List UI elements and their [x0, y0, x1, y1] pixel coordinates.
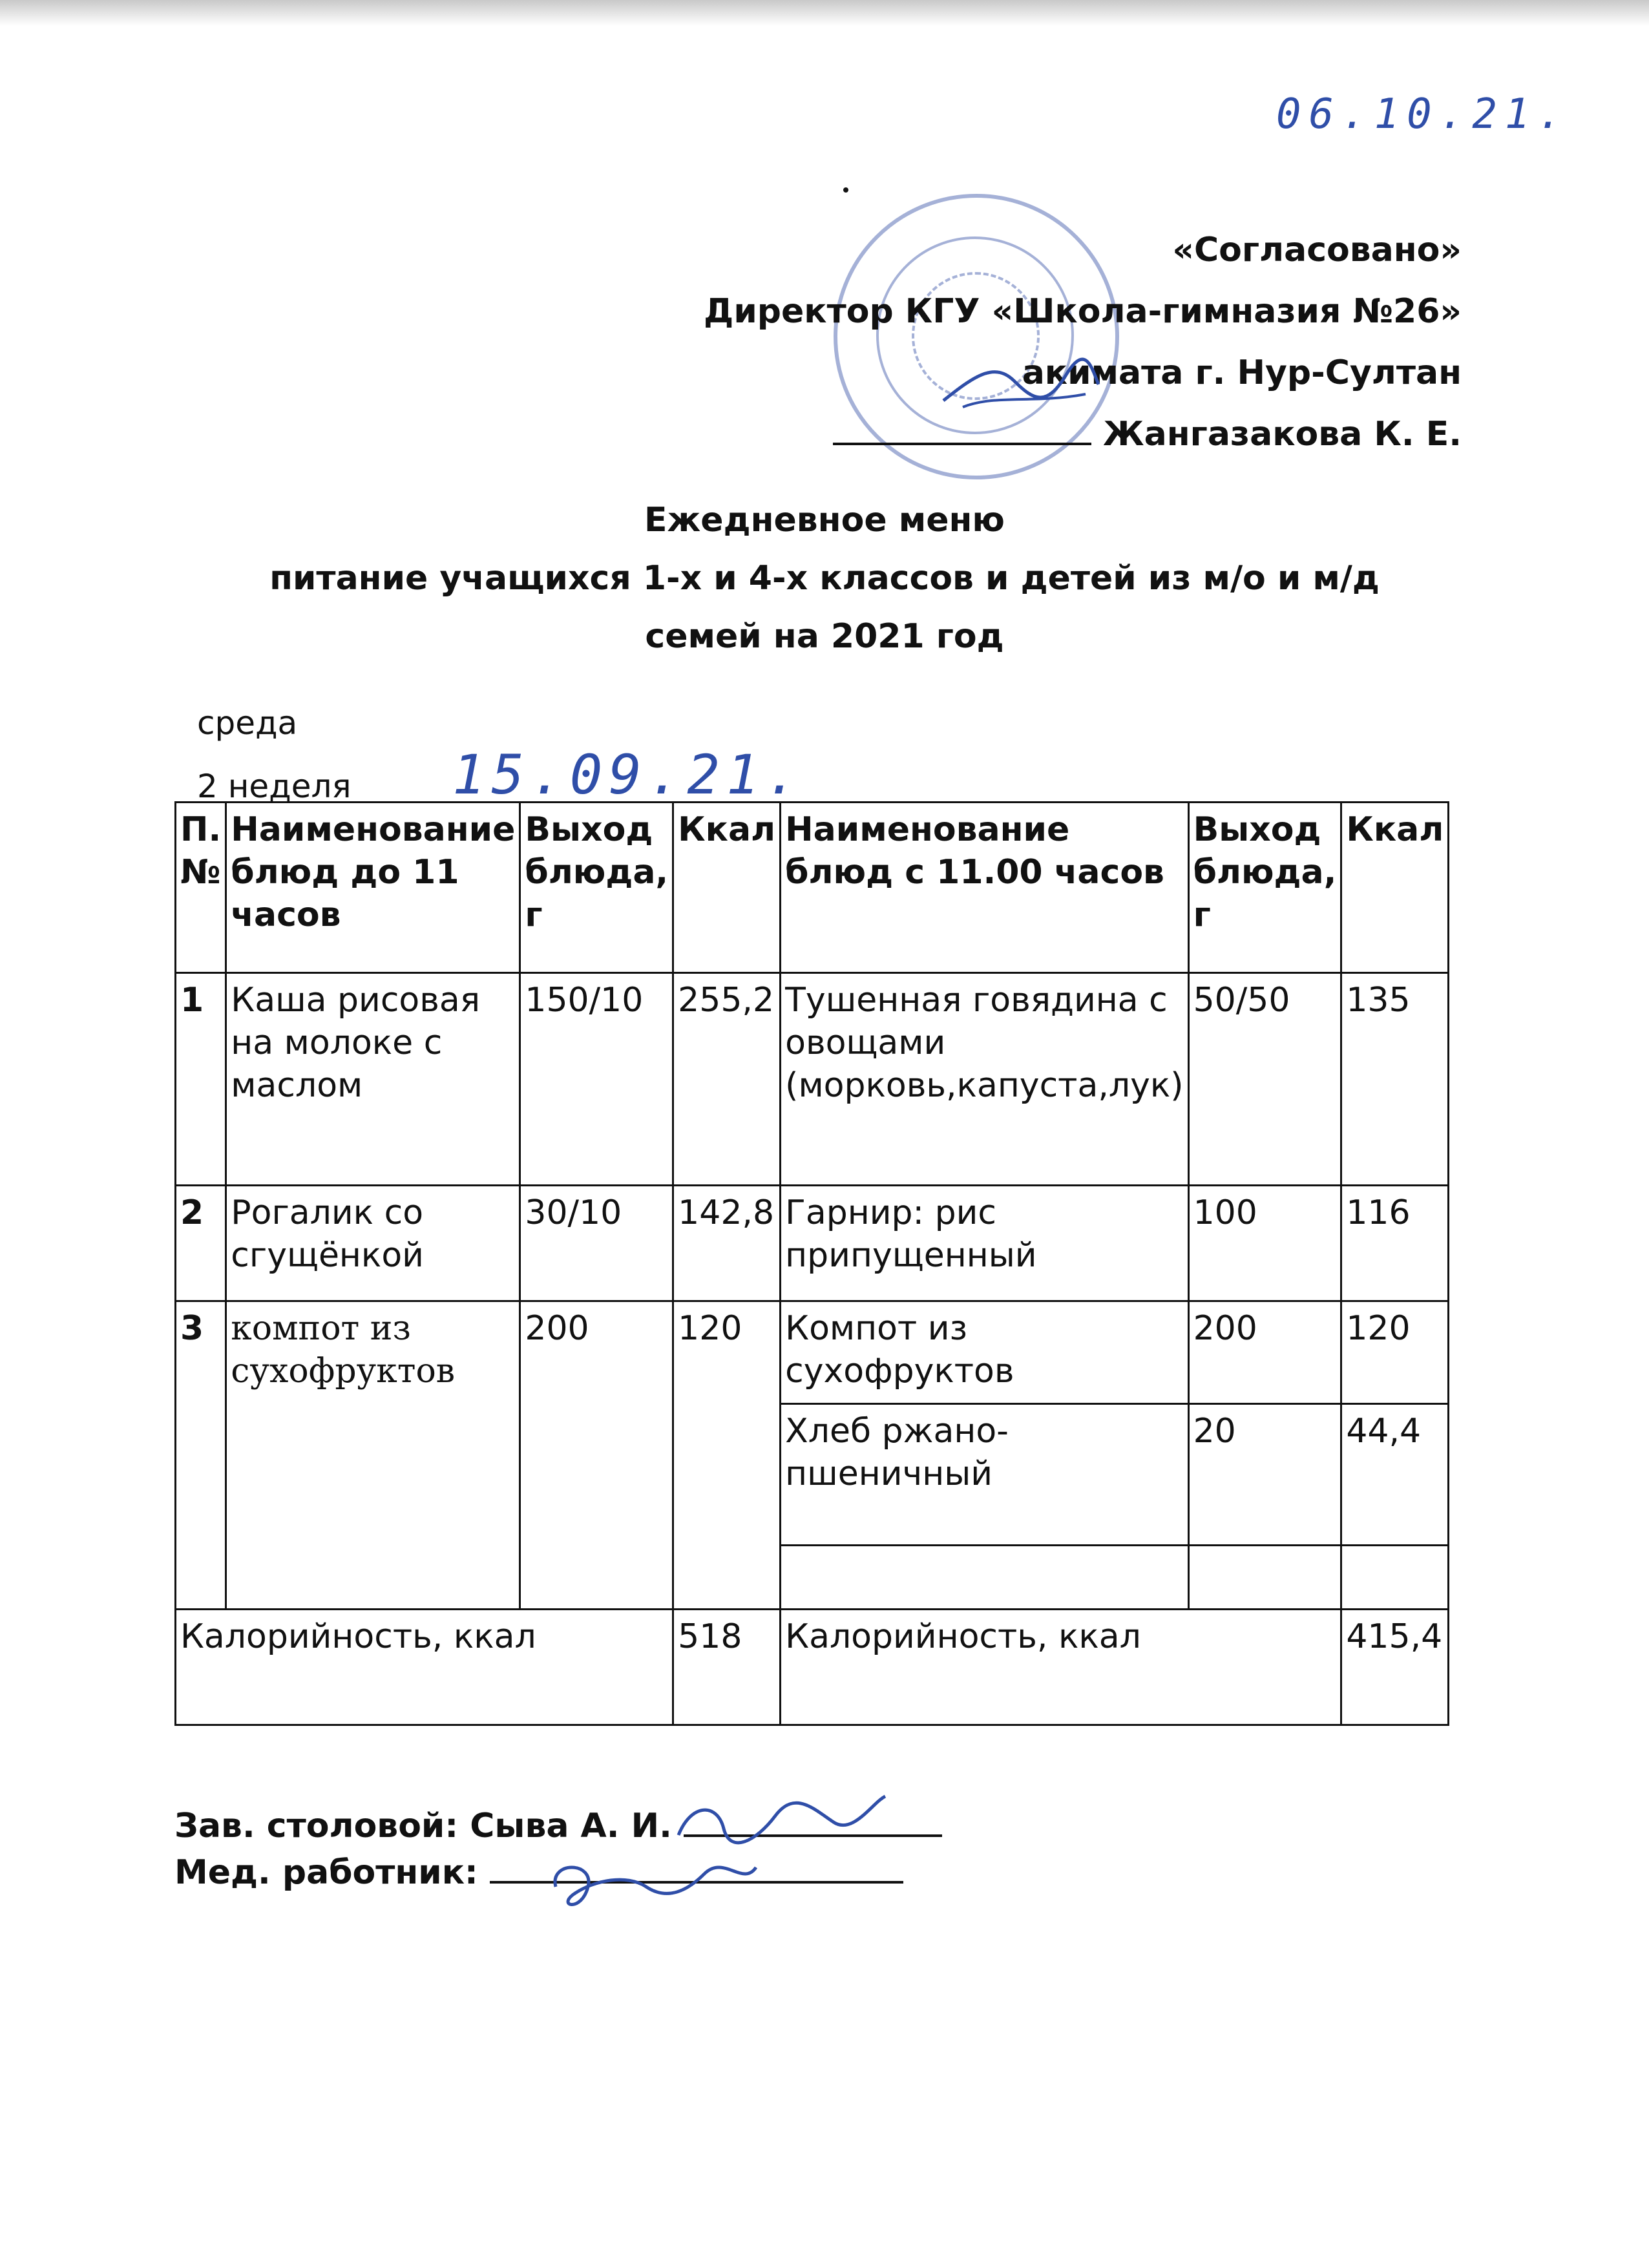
dish-before: компот из сухофруктов — [226, 1301, 520, 1610]
header-kcal-before: Ккал — [673, 803, 781, 973]
approval-director: Директор КГУ «Школа-гимназия №26» — [704, 292, 1462, 331]
director-signature — [937, 349, 1105, 420]
kcal-before: 255,2 — [673, 973, 781, 1186]
yield-after: 50/50 — [1188, 973, 1341, 1186]
handwritten-date-top: 06.10.21. — [1276, 90, 1570, 138]
total-label-before: Калорийность, ккал — [176, 1610, 673, 1725]
scan-edge — [0, 0, 1649, 26]
title-line-3: семей на 2021 год — [645, 617, 1004, 656]
approval-block — [704, 220, 1462, 465]
yield-before: 200 — [520, 1301, 673, 1610]
empty-cell — [781, 1546, 1188, 1610]
totals-row — [176, 1610, 1449, 1725]
row-num: 2 — [176, 1186, 226, 1301]
row-num: 1 — [176, 973, 226, 1186]
header-dish-before: Наименование блюд до 11 часов — [226, 803, 520, 973]
total-value-before: 518 — [673, 1610, 781, 1725]
approval-akimat: акимата г. Нур-Султан — [1022, 353, 1462, 392]
day-info — [197, 691, 352, 818]
header-kcal-after: Ккал — [1341, 803, 1449, 973]
table-header-row — [176, 803, 1449, 973]
medic-label: Мед. работник: — [174, 1853, 478, 1892]
yield-after: 100 — [1188, 1186, 1341, 1301]
header-dish-after: Наименование блюд с 11.00 часов — [781, 803, 1188, 973]
dish-after: Хлеб ржано-пшеничный — [781, 1404, 1188, 1546]
header-num: П.№ — [176, 803, 226, 973]
dish-before: Каша рисовая на молоке с маслом — [226, 973, 520, 1186]
table-row — [176, 1301, 1449, 1404]
kcal-before: 142,8 — [673, 1186, 781, 1301]
total-label-after: Калорийность, ккал — [781, 1610, 1341, 1725]
empty-cell — [1188, 1546, 1341, 1610]
menu-table — [174, 801, 1449, 1726]
row-num: 3 — [176, 1301, 226, 1610]
approval-name: Жангазакова К. Е. — [1103, 415, 1462, 454]
canteen-signature — [666, 1790, 898, 1854]
handwritten-date-week: 15.09.21. — [452, 743, 805, 806]
yield-after: 20 — [1188, 1404, 1341, 1546]
table-row — [176, 973, 1449, 1186]
week-number: 2 неделя — [197, 768, 352, 805]
medic-signature — [536, 1848, 769, 1919]
header-yield-before: Выход блюда, г — [520, 803, 673, 973]
header-yield-after: Выход блюда, г — [1188, 803, 1341, 973]
canteen-label: Зав. столовой: Сыва А. И. — [174, 1807, 672, 1845]
kcal-before: 120 — [673, 1301, 781, 1610]
dish-after: Компот из сухофруктов — [781, 1301, 1188, 1404]
document-title — [0, 491, 1649, 666]
ink-dot — [843, 187, 848, 193]
yield-before: 30/10 — [520, 1186, 673, 1301]
empty-cell — [1341, 1546, 1449, 1610]
approval-agreed: «Согласовано» — [1172, 231, 1462, 269]
signature-underline — [833, 417, 1091, 445]
title-line-2: питание учащихся 1-х и 4-х классов и детей из м/о и м/д — [269, 559, 1380, 598]
yield-before: 150/10 — [520, 973, 673, 1186]
total-value-after: 415,4 — [1341, 1610, 1449, 1725]
dish-before: Рогалик со сгущёнкой — [226, 1186, 520, 1301]
table-row — [176, 1186, 1449, 1301]
kcal-after: 135 — [1341, 973, 1449, 1186]
dish-after: Гарнир: рис припущенный — [781, 1186, 1188, 1301]
weekday: среда — [197, 704, 298, 742]
kcal-after: 116 — [1341, 1186, 1449, 1301]
kcal-after: 120 — [1341, 1301, 1449, 1404]
title-line-1: Ежедневное меню — [644, 501, 1005, 540]
dish-after: Тушенная говядина с овощами (морковь,капуста,лук) — [781, 973, 1188, 1186]
kcal-after: 44,4 — [1341, 1404, 1449, 1546]
yield-after: 200 — [1188, 1301, 1341, 1404]
